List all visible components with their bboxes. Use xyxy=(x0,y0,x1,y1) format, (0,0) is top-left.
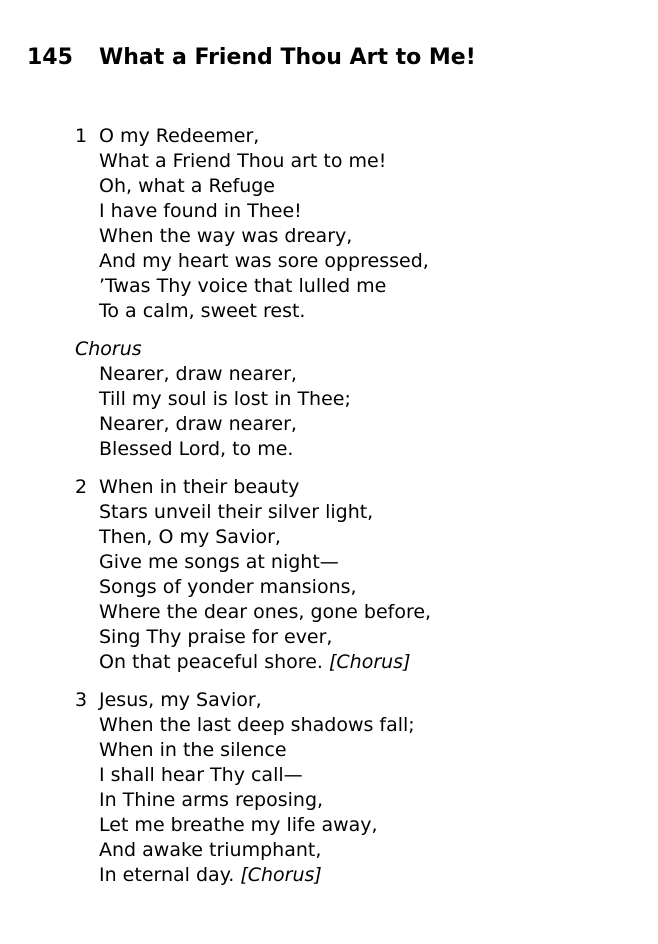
lyric-line: ’Twas Thy voice that lulled me xyxy=(99,275,387,297)
stanza-2 xyxy=(75,475,645,675)
lyric-line: Then, O my Savior, xyxy=(99,526,281,548)
lyric-line: Where the dear ones, gone before, xyxy=(99,601,432,623)
stanza-number: 2 xyxy=(75,476,88,498)
hymn-number: 145 xyxy=(27,45,73,70)
lyric-line: On that peaceful shore. xyxy=(99,651,323,673)
hymn-heading xyxy=(27,44,476,72)
lyric-line: Nearer, draw nearer, xyxy=(99,363,297,385)
lyric-line: And awake triumphant, xyxy=(99,839,322,861)
lyric-line: I shall hear Thy call— xyxy=(99,764,303,786)
lyric-line: I have found in Thee! xyxy=(99,200,302,222)
lyric-line: O my Redeemer, xyxy=(99,125,260,147)
lyric-line: When the way was dreary, xyxy=(99,225,353,247)
lyric-line: Nearer, draw nearer, xyxy=(99,413,297,435)
lyric-line: Songs of yonder mansions, xyxy=(99,576,357,598)
lyric-line: When in the silence xyxy=(99,739,287,761)
lyric-line: And my heart was sore oppressed, xyxy=(99,250,429,272)
chorus-reference: [Chorus] xyxy=(328,651,411,673)
hymn-title: What a Friend Thou Art to Me! xyxy=(99,45,476,70)
lyric-line: Sing Thy praise for ever, xyxy=(99,626,333,648)
stanza-line xyxy=(75,475,645,500)
stanza-3 xyxy=(75,688,645,888)
lyric-line: To a calm, sweet rest. xyxy=(99,300,306,322)
stanza-number: 3 xyxy=(75,689,88,711)
lyric-line: Stars unveil their silver light, xyxy=(99,501,374,523)
lyric-line: What a Friend Thou art to me! xyxy=(99,150,387,172)
stanza-line xyxy=(75,688,645,713)
lyric-line: When the last deep shadows fall; xyxy=(99,714,415,736)
chorus-reference: [Chorus] xyxy=(240,864,322,886)
lyric-line: Let me breathe my life away, xyxy=(99,814,378,836)
stanza-1 xyxy=(75,124,645,324)
lyric-line: In eternal day. xyxy=(99,864,235,886)
stanza-line xyxy=(75,863,645,888)
stanza-line xyxy=(75,650,645,675)
lyric-line: Till my soul is lost in Thee; xyxy=(99,388,351,410)
lyric-line: Jesus, my Savior, xyxy=(99,689,262,711)
hymn-lyrics xyxy=(75,124,645,901)
chorus xyxy=(75,337,645,462)
lyric-line: When in their beauty xyxy=(99,476,300,498)
stanza-line xyxy=(75,124,645,149)
lyric-line: In Thine arms reposing, xyxy=(99,789,324,811)
lyric-line: Give me songs at night— xyxy=(99,551,339,573)
lyric-line: Blessed Lord, to me. xyxy=(99,438,294,460)
lyric-line: Oh, what a Refuge xyxy=(99,175,275,197)
stanza-number: 1 xyxy=(75,125,88,147)
chorus-label: Chorus xyxy=(75,338,142,360)
